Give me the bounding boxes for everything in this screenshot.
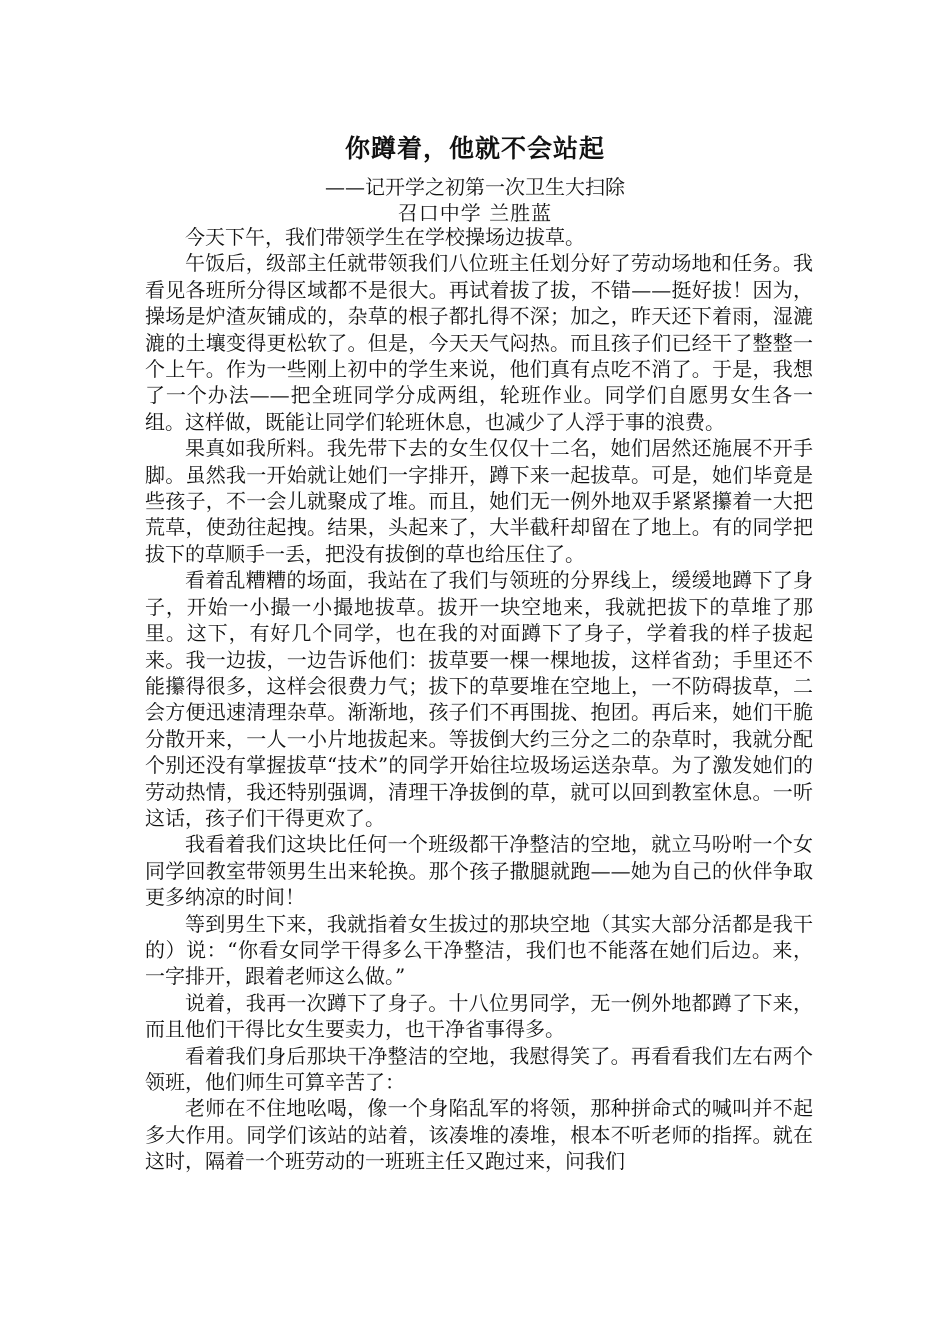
paragraph: 看着乱糟糟的场面，我站在了我们与领班的分界线上，缓缓地蹲下了身子，开始一小撮一小撮地拔草。拔开一块空地来，我就把拔下的草堆了那里。这下，有好几个同学，也在我的对面蹲下了身子，学着我的样子拔起来。我一边拔，一边告诉他们：拔草要一棵一棵地拔，这样省劲；手里还不能攥得很多，这样会很费力气；拔下的草要堆在空地上，一不防碍拔草，二会方便迅速清理杂草。渐渐地，孩子们不再围拢、抱团。再后来，她们干脆分散开来，一人一小片地拔起来。等拔倒大约三分之二的杂草时，我就分配个别还没有掌握拔草“技术”的同学开始往垃圾场运送杂草。为了激发她们的劳动热情，我还特别强调，清理干净拔倒的草，就可以回到教室休息。一听这话，孩子们干得更欢了。	[145, 568, 813, 830]
paragraph: 果真如我所料。我先带下去的女生仅仅十二名，她们居然还施展不开手脚。虽然我一开始就让她们一字排开，蹲下来一起拔草。可是，她们毕竟是些孩子，不一会儿就聚成了堆。而且，她们无一例外地双手紧紧攥着一大把荒草，使劲往起拽。结果，头起来了，大半截秆却留在了地上。有的同学把拔下的草顺手一丢，把没有拔倒的草也给压住了。	[145, 436, 813, 566]
paragraph: 午饭后，级部主任就带领我们八位班主任划分好了劳动场地和任务。我看见各班所分得区域都不是很大。再试着拔了拔，不错——挺好拔！因为，操场是炉渣灰铺成的，杂草的根子都扎得不深；加之，昨天还下着雨，湿漉漉的土壤变得更松软了。但是，今天天气闷热。而且孩子们已经干了整整一个上午。作为一些刚上初中的学生来说，他们真有点吃不消了。于是，我想了一个办法——把全班同学分成两组，轮班作业。同学们自愿男女生各一组。这样做，既能让同学们轮班休息，也减少了人浮于事的浪费。	[145, 251, 813, 434]
author-line: 召口中学 兰胜蓝	[397, 201, 553, 225]
paragraph: 等到男生下来，我就指着女生拔过的那块空地（其实大部分活都是我干的）说：“你看女同学干得多么干净整洁，我们也不能落在她们后边。来，一字排开，跟着老师这么做。”	[145, 911, 813, 989]
article-body	[145, 224, 813, 1175]
paragraph: 说着，我再一次蹲下了身子。十八位男同学，无一例外地都蹲了下来，而且他们干得比女生要卖力，也干净省事得多。	[145, 990, 813, 1042]
paragraph: 老师在不住地吆喝，像一个身陷乱军的将领，那种拼命式的喊叫并不起多大作用。同学们该站的站着，该凑堆的凑堆，根本不听老师的指挥。就在这时，隔着一个班劳动的一班班主任又跑过来，问我们	[145, 1096, 813, 1174]
document-title: 你蹲着，他就不会站起	[344, 134, 605, 163]
document-subtitle: ——记开学之初第一次卫生大扫除	[325, 175, 625, 199]
paragraph: 今天下午，我们带领学生在学校操场边拔草。	[185, 225, 585, 249]
paragraph: 看着我们身后那块干净整洁的空地，我慰得笑了。再看看我们左右两个领班，他们师生可算辛苦了：	[145, 1043, 813, 1094]
paragraph: 我看着我们这块比任何一个班级都干净整洁的空地，就立马吩咐一个女同学回教室带领男生出来轮换。那个孩子撒腿就跑——她为自己的伙伴争取更多纳凉的时间！	[145, 832, 813, 910]
